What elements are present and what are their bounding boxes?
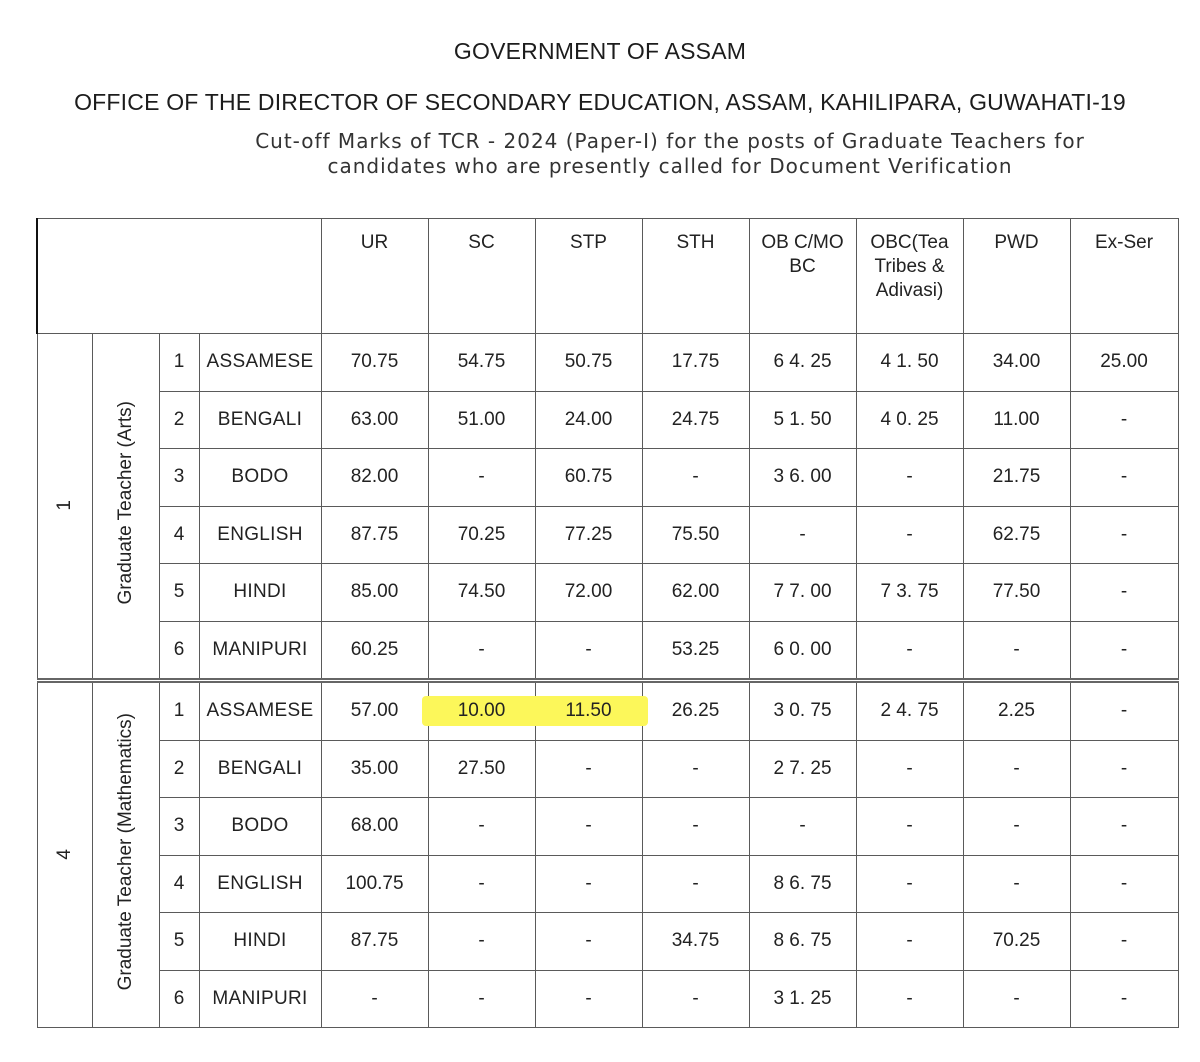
subject-name: BODO <box>199 798 321 856</box>
group-number: 1 <box>53 500 75 511</box>
value-cell-obc-tea: - <box>856 913 963 971</box>
value-cell-sc: - <box>428 855 535 913</box>
value-cell-pwd: 34.00 <box>963 334 1070 392</box>
value-cell-pwd: 2.25 <box>963 681 1070 741</box>
cutoff-table <box>36 218 1179 1028</box>
value-cell-obc-mobc: 3 1. 25 <box>749 970 856 1028</box>
serial-number: 3 <box>159 449 199 507</box>
value-cell-exser: - <box>1070 564 1178 622</box>
value-cell-ur: 35.00 <box>321 740 428 798</box>
value-cell-pwd: 70.25 <box>963 913 1070 971</box>
subject-name: HINDI <box>199 564 321 622</box>
value-cell-ur: 100.75 <box>321 855 428 913</box>
serial-number: 1 <box>159 334 199 392</box>
value-cell-exser: - <box>1070 391 1178 449</box>
value-cell-sth: 34.75 <box>642 913 749 971</box>
value-cell-pwd: 11.00 <box>963 391 1070 449</box>
subject-name: ASSAMESE <box>199 334 321 392</box>
value-cell-stp: - <box>535 740 642 798</box>
table-row <box>37 449 1178 507</box>
value-cell-sc: - <box>428 449 535 507</box>
col-header-stp: STP <box>535 219 642 334</box>
value-cell-obc-mobc: 8 6. 75 <box>749 913 856 971</box>
value-cell-ur: 82.00 <box>321 449 428 507</box>
value-cell-exser: 25.00 <box>1070 334 1178 392</box>
value-cell-obc-tea: - <box>856 798 963 856</box>
value-cell-obc-mobc: 2 7. 25 <box>749 740 856 798</box>
value-cell-stp: - <box>535 855 642 913</box>
group-name: Graduate Teacher (Mathematics) <box>114 713 136 991</box>
value-cell-sc <box>428 681 535 741</box>
group-number-cell <box>37 681 92 1028</box>
value-cell-pwd: - <box>963 621 1070 681</box>
value-cell-sc: 74.50 <box>428 564 535 622</box>
value-cell-exser: - <box>1070 913 1178 971</box>
value-cell-sc: - <box>428 970 535 1028</box>
value-cell-ur: 63.00 <box>321 391 428 449</box>
value-cell-pwd: - <box>963 855 1070 913</box>
value-cell-stp: - <box>535 798 642 856</box>
subject-name: ASSAMESE <box>199 681 321 741</box>
header-subtitle <box>140 129 1200 179</box>
serial-number: 4 <box>159 506 199 564</box>
subject-name: ENGLISH <box>199 855 321 913</box>
value-cell-pwd: 21.75 <box>963 449 1070 507</box>
value-cell-obc-tea: - <box>856 506 963 564</box>
table-row <box>37 798 1178 856</box>
value-cell-obc-mobc: 6 0. 00 <box>749 621 856 681</box>
serial-number: 2 <box>159 391 199 449</box>
serial-number: 6 <box>159 970 199 1028</box>
subject-name: MANIPURI <box>199 621 321 681</box>
subject-name: MANIPURI <box>199 970 321 1028</box>
value-cell-obc-tea: - <box>856 449 963 507</box>
header-blank-cell <box>37 219 321 334</box>
group-name-cell <box>92 681 159 1028</box>
value-cell-ur: 60.25 <box>321 621 428 681</box>
value-cell-ur: 70.75 <box>321 334 428 392</box>
value-cell-obc-mobc: 6 4. 25 <box>749 334 856 392</box>
value-cell-ur: 87.75 <box>321 506 428 564</box>
value-cell-obc-tea: 7 3. 75 <box>856 564 963 622</box>
value-cell-sc: - <box>428 913 535 971</box>
table-row <box>37 391 1178 449</box>
value-cell-exser: - <box>1070 740 1178 798</box>
serial-number: 3 <box>159 798 199 856</box>
table-row <box>37 564 1178 622</box>
col-header-sc: SC <box>428 219 535 334</box>
serial-number: 2 <box>159 740 199 798</box>
col-header-obc-tea: OBC(Tea Tribes & Adivasi) <box>856 219 963 334</box>
col-header-sth: STH <box>642 219 749 334</box>
value-cell-obc-mobc: 8 6. 75 <box>749 855 856 913</box>
value-cell-sth: 17.75 <box>642 334 749 392</box>
table-row <box>37 913 1178 971</box>
value-cell-obc-tea: 4 1. 50 <box>856 334 963 392</box>
value-cell-pwd: 62.75 <box>963 506 1070 564</box>
value-cell-ur: 57.00 <box>321 681 428 741</box>
value-cell-pwd: - <box>963 740 1070 798</box>
value-cell-obc-tea: 2 4. 75 <box>856 681 963 741</box>
value-cell-ur: - <box>321 970 428 1028</box>
value-cell-stp: - <box>535 621 642 681</box>
value-cell-sc: 27.50 <box>428 740 535 798</box>
value-cell-exser: - <box>1070 449 1178 507</box>
col-header-obc-mobc: OB C/MO BC <box>749 219 856 334</box>
subject-name: BENGALI <box>199 391 321 449</box>
value-cell-sth: 24.75 <box>642 391 749 449</box>
value-cell-exser: - <box>1070 798 1178 856</box>
value-cell-sc: 51.00 <box>428 391 535 449</box>
value-cell-stp: 77.25 <box>535 506 642 564</box>
value-cell-exser: - <box>1070 621 1178 681</box>
group-number-cell <box>37 334 92 681</box>
col-header-exser: Ex-Ser <box>1070 219 1178 334</box>
header-office: OFFICE OF THE DIRECTOR OF SECONDARY EDUCATION, ASSAM, KAHILIPARA, GUWAHATI-19 <box>74 89 1126 115</box>
value-cell-stp: 60.75 <box>535 449 642 507</box>
value-cell-sth: - <box>642 855 749 913</box>
header-government: GOVERNMENT OF ASSAM <box>453 38 747 64</box>
value-cell-exser: - <box>1070 681 1178 741</box>
subject-name: BENGALI <box>199 740 321 798</box>
value-cell-stp: - <box>535 970 642 1028</box>
value-cell-pwd: - <box>963 798 1070 856</box>
value-cell-exser: - <box>1070 506 1178 564</box>
subject-name: ENGLISH <box>199 506 321 564</box>
value-cell-stp: 24.00 <box>535 391 642 449</box>
value-cell-stp: 50.75 <box>535 334 642 392</box>
value-cell-ur: 85.00 <box>321 564 428 622</box>
serial-number: 5 <box>159 564 199 622</box>
value-cell-obc-tea: - <box>856 855 963 913</box>
value-cell-obc-tea: 4 0. 25 <box>856 391 963 449</box>
col-header-pwd: PWD <box>963 219 1070 334</box>
value-cell-sth: - <box>642 449 749 507</box>
table-row <box>37 970 1178 1028</box>
value-cell-sc: - <box>428 798 535 856</box>
value-cell-obc-mobc: 5 1. 50 <box>749 391 856 449</box>
value-cell-ur: 68.00 <box>321 798 428 856</box>
value-cell-obc-mobc: 7 7. 00 <box>749 564 856 622</box>
value-cell-obc-mobc: 3 6. 00 <box>749 449 856 507</box>
value-cell-sth: 62.00 <box>642 564 749 622</box>
value-cell-exser: - <box>1070 970 1178 1028</box>
value-cell-obc-tea: - <box>856 621 963 681</box>
table-row <box>37 334 1178 392</box>
table-row <box>37 681 1178 741</box>
value-cell-exser: - <box>1070 855 1178 913</box>
serial-number: 5 <box>159 913 199 971</box>
value-cell-obc-mobc: 3 0. 75 <box>749 681 856 741</box>
value-cell-sc: 54.75 <box>428 334 535 392</box>
highlighted-value: 11.50 <box>529 696 647 726</box>
serial-number: 1 <box>159 681 199 741</box>
table-row <box>37 506 1178 564</box>
table-row <box>37 740 1178 798</box>
value-cell-sc: - <box>428 621 535 681</box>
value-cell-ur: 87.75 <box>321 913 428 971</box>
value-cell-obc-mobc: - <box>749 506 856 564</box>
group-number: 4 <box>53 849 75 860</box>
subtitle-line-2: candidates who are presently called for Document Verification <box>327 154 1013 178</box>
table-row <box>37 855 1178 913</box>
value-cell-obc-tea: - <box>856 970 963 1028</box>
serial-number: 4 <box>159 855 199 913</box>
value-cell-pwd: - <box>963 970 1070 1028</box>
col-header-ur: UR <box>321 219 428 334</box>
group-name-cell <box>92 334 159 681</box>
subject-name: HINDI <box>199 913 321 971</box>
subtitle-line-1: Cut-off Marks of TCR - 2024 (Paper-I) for the posts of Graduate Teachers for <box>255 129 1085 153</box>
value-cell-stp <box>535 681 642 741</box>
value-cell-stp: 72.00 <box>535 564 642 622</box>
value-cell-sth: - <box>642 970 749 1028</box>
value-cell-obc-mobc: - <box>749 798 856 856</box>
highlighted-value: 10.00 <box>422 696 542 726</box>
value-cell-stp: - <box>535 913 642 971</box>
value-cell-sth: - <box>642 798 749 856</box>
table-row <box>37 621 1178 681</box>
group-name: Graduate Teacher (Arts) <box>114 401 136 605</box>
value-cell-sc: 70.25 <box>428 506 535 564</box>
value-cell-sth: 26.25 <box>642 681 749 741</box>
value-cell-sth: - <box>642 740 749 798</box>
value-cell-sth: 53.25 <box>642 621 749 681</box>
value-cell-obc-tea: - <box>856 740 963 798</box>
serial-number: 6 <box>159 621 199 681</box>
value-cell-pwd: 77.50 <box>963 564 1070 622</box>
header-row <box>37 219 1178 334</box>
subject-name: BODO <box>199 449 321 507</box>
value-cell-sth: 75.50 <box>642 506 749 564</box>
